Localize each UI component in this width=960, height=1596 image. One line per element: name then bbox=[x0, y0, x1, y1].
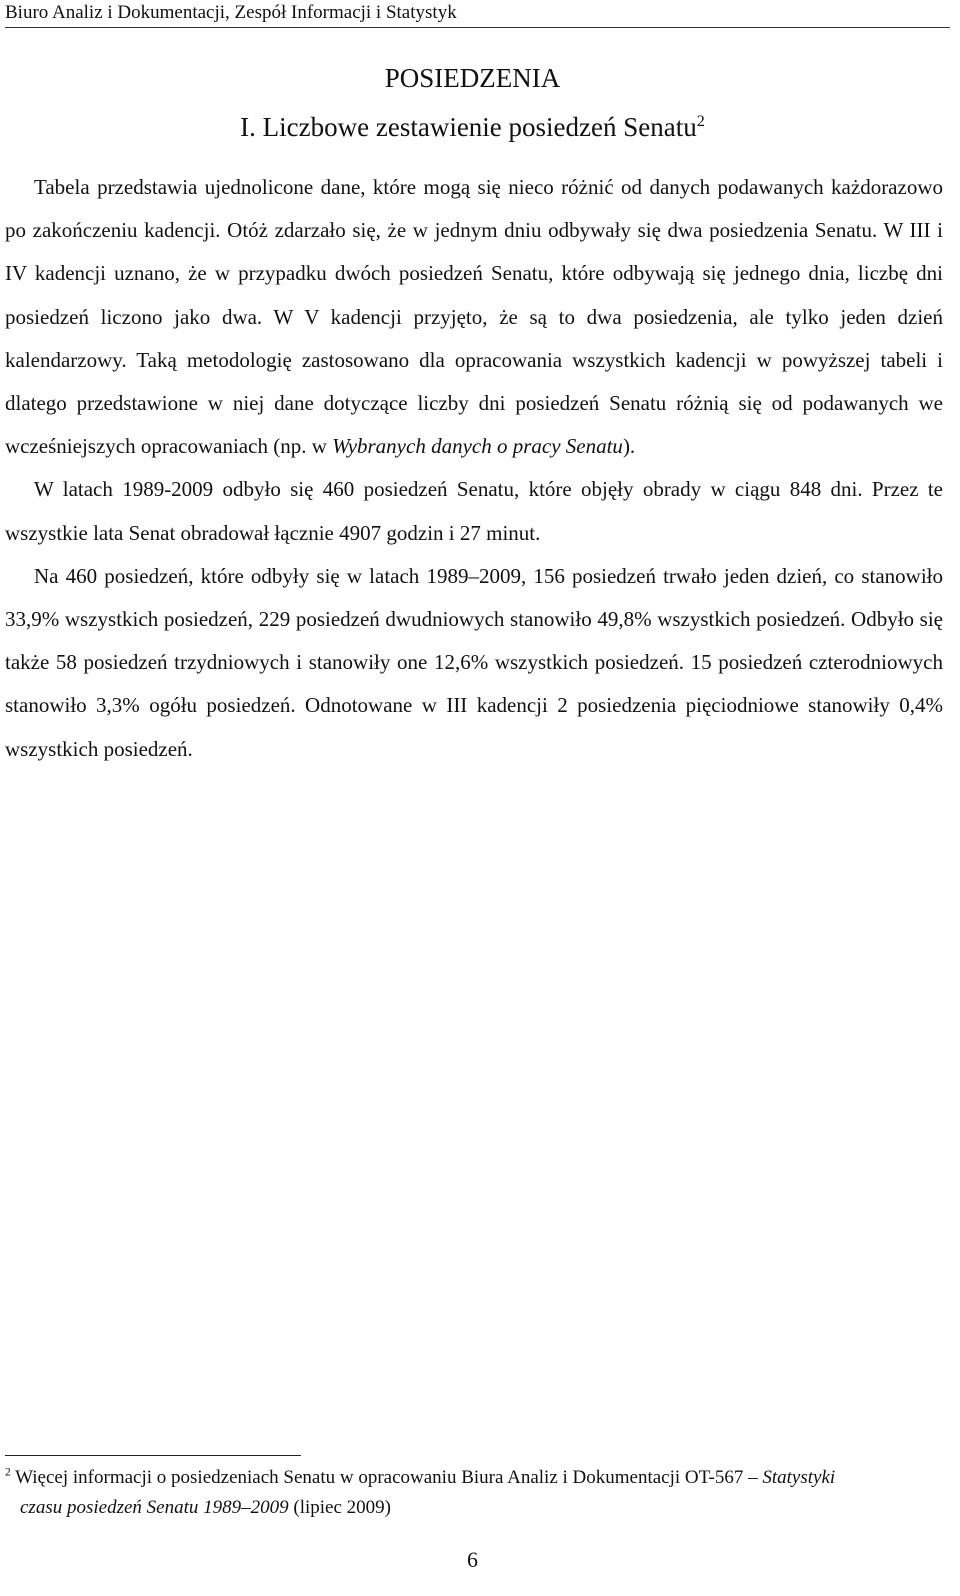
page-number: 6 bbox=[467, 1547, 478, 1572]
footnote-title-part-2: czasu posiedzeń Senatu 1989–2009 bbox=[20, 1497, 289, 1518]
footnote bbox=[5, 1463, 945, 1523]
publication-title: Wybranych danych o pracy Senatu bbox=[332, 434, 623, 459]
footnote-divider bbox=[5, 1455, 301, 1456]
footnote-line-1 bbox=[5, 1463, 945, 1493]
footnote-title-part-1: Statystyki bbox=[762, 1467, 836, 1488]
footnote-date: (lipiec 2009) bbox=[288, 1497, 391, 1518]
paragraph-totals: W latach 1989-2009 odbyło się 460 posiedzeń Senatu, które objęły obrady w ciągu 848 dni. Przez te wszystkie lata Senat obradował łącznie 4907 godzin i 27 minut. bbox=[5, 477, 943, 545]
footnote-reference: 2 bbox=[696, 112, 705, 130]
footnote-marker: 2 bbox=[5, 1466, 11, 1479]
section-title: POSIEDZENIA bbox=[384, 63, 561, 93]
footnote-line-2 bbox=[5, 1493, 945, 1523]
paragraph-methodology-text: Tabela przedstawia ujednolicone dane, które mogą się nieco różnić od danych podawanych każdorazowo po zakończeniu kadencji. Otóż zdarzało się, że w jednym dniu odbywały się dwa posiedzenia Senatu. W III i IV kadencji uznano, że w przypadku dwóch posiedzeń Senatu, które odbywają się jednego dnia, liczbę dni posiedzeń liczono jako dwa. W V kadencji przyjęto, że są to dwa posiedzenia, ale tylko jeden dzień kalendarzowy. Taką metodologię zastosowano dla opracowania wszystkich kadencji w powyższej tabeli i dlatego przedstawione w niej dane dotyczące liczby dni posiedzeń Senatu różnią się od podawanych we wcześniejszych opracowaniach (np. w bbox=[5, 175, 943, 459]
running-header: Biuro Analiz i Dokumentacji, Zespół Informacji i Statystyk bbox=[5, 0, 950, 28]
paragraph-methodology-end: ). bbox=[622, 434, 636, 459]
paragraph-durations: Na 460 posiedzeń, które odbyły się w latach 1989–2009, 156 posiedzeń trwało jeden dzień, co stanowiło 33,9% wszystkich posiedzeń, 229 posiedzeń dwudniowych stanowiło 49,8% wszystkich posiedzeń. Odbyło się także 58 posiedzeń trzydniowych i stanowiły one 12,6% wszystkich posiedzeń. 15 posiedzeń czterodniowych stanowiło 3,3% ogółu posiedzeń. Odnotowane w III kadencji 2 posiedzenia pięciodniowe stanowiły 0,4% wszystkich posiedzeń. bbox=[5, 563, 943, 761]
subsection-title-text: I. Liczbowe zestawienie posiedzeń Senatu bbox=[240, 112, 697, 142]
footnote-text: Więcej informacji o posiedzeniach Senatu w opracowaniu Biura Analiz i Dokumentacji OT-567 – bbox=[10, 1467, 763, 1488]
subsection-title bbox=[0, 107, 945, 147]
paragraph-methodology bbox=[5, 166, 943, 468]
body-text bbox=[5, 166, 943, 771]
